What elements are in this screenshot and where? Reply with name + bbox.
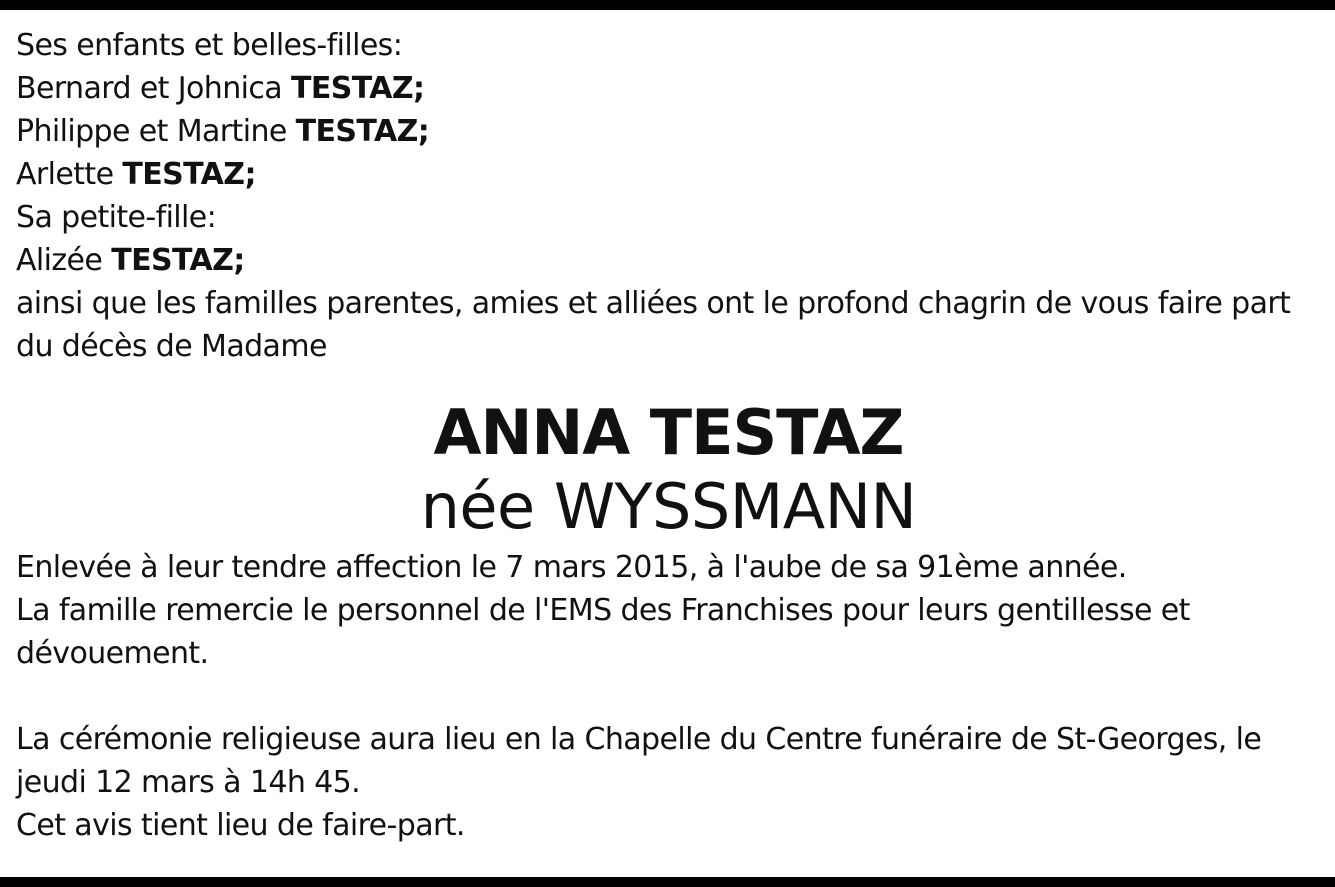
paragraph-spacer (16, 675, 1321, 718)
granddaughter-line (16, 239, 1321, 282)
children-heading: Ses enfants et belles-filles: (16, 28, 403, 63)
ceremony-text: La cérémonie religieuse aura lieu en la Chapelle du Centre funéraire de St-Georges, le jeudi 12 mars à 14h 45. (16, 722, 1262, 800)
family-member-given-names: Philippe et Martine (16, 114, 287, 149)
top-border-rule (0, 0, 1335, 10)
thanks-text: La famille remercie le personnel de l'EMS des Franchises pour leurs gentillesse et dévouement. (16, 593, 1190, 671)
family-member-given-names: Bernard et Johnica (16, 71, 283, 106)
deceased-name: ANNA TESTAZ (433, 396, 904, 469)
death-date-line: Enlevée à leur tendre affection le 7 mars 2015, à l'aube de sa 91ème année. (16, 550, 1127, 585)
announcement-text: ainsi que les familles parentes, amies et alliées ont le profond chagrin de vous faire part du décès de Madame (16, 286, 1291, 364)
family-member-line (16, 153, 1321, 196)
bottom-border-rule (0, 877, 1335, 887)
deceased-maiden-name: née WYSSMANN (420, 470, 917, 543)
granddaughter-heading: Sa petite-fille: (16, 200, 217, 235)
family-member-line (16, 67, 1321, 110)
family-member-surname: TESTAZ; (295, 114, 430, 149)
family-member-line (16, 110, 1321, 153)
granddaughter-surname: TESTAZ; (111, 243, 245, 278)
family-member-given-names: Arlette (16, 157, 114, 192)
granddaughter-given-name: Alizée (16, 243, 103, 278)
family-member-surname: TESTAZ; (122, 157, 256, 192)
deceased-name-block (16, 394, 1321, 542)
family-member-surname: TESTAZ; (290, 71, 425, 106)
notice-text: Cet avis tient lieu de faire-part. (16, 808, 465, 843)
obituary-notice (16, 24, 1321, 847)
